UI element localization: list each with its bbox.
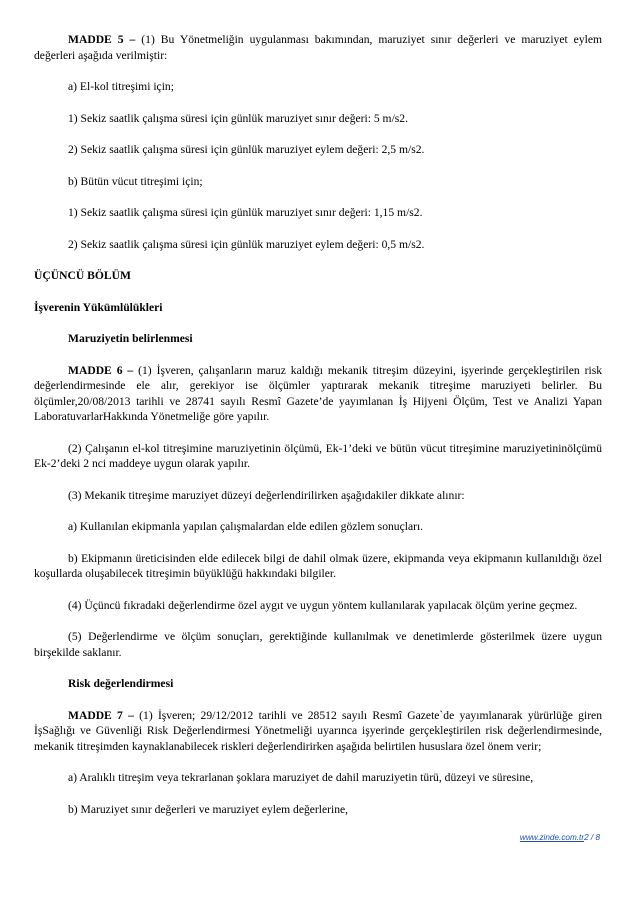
paragraph: (4) Üçüncü fıkradaki değerlendirme özel aygıt ve uygun yöntem kullanılarak yapılacak ölçüm yerine geçmez. [68,598,578,612]
paragraph: (2) Çalışanın el-kol titreşimine maruziyetinin ölçümü, Ek-1’deki ve bütün vücut titreşimine maruziyetininölçümü Ek-2’deki 2 nci maddeye uygun olarak yapılır. [34,441,602,470]
page-footer [0,833,600,842]
section-subheading: İşverenin Yükümlülükleri [34,300,163,314]
list-item: 2) Sekiz saatlik çalışma süresi için günlük maruziyet eylem değeri: 0,5 m/s2. [68,237,425,251]
list-item: 2) Sekiz saatlik çalışma süresi için günlük maruziyet eylem değeri: 2,5 m/s2. [68,143,425,156]
paragraph: (5) Değerlendirme ve ölçüm sonuçları, gerektiğinde kullanılmak ve denetimlerde gösterilmek üzere uygun birşekilde saklanır. [34,630,602,659]
article-7-paragraph [34,708,602,755]
list-item: 1) Sekiz saatlik çalışma süresi için günlük maruziyet sınır değeri: 5 m/s2. [68,111,409,125]
list-item: a) Aralıklı titreşim veya tekrarlanan şoklara maruziyet de dahil maruziyetin türü, düzeyi ve süresine, [68,771,534,784]
list-item: 1) Sekiz saatlik çalışma süresi için günlük maruziyet sınır değeri: 1,15 m/s2. [68,206,423,219]
paragraph: (3) Mekanik titreşime maruziyet düzeyi değerlendirilirken aşağıdakiler dikkate alınır: [68,488,465,502]
article-label: MADDE 6 – [68,363,134,377]
article-5-paragraph [34,32,602,63]
list-item: b) Bütün vücut titreşimi için; [68,174,203,188]
paragraph-text: (1) İşveren; 29/12/2012 tarihli ve 28512 sayılı Resmî Gazete`de yayımlanarak yürürlüğe giren İşSağlığı ve Güvenliği Risk Değerlendirmesi Yönetmeliği uyarınca işyerinde gerçekleştirilen risk değerlendirmesinde, mekanik titreşimden kaynaklanabilecek riskleri değerlendirirken aşağıda belirtilen hususlara özel önem verir; [34,708,602,753]
list-item: a) El-kol titreşimi için; [68,80,174,93]
section-heading: ÜÇÜNCÜ BÖLÜM [34,269,131,282]
article-label: MADDE 7 – [68,708,134,722]
page-number: 2 / 8 [584,833,600,842]
article-heading: Maruziyetin belirlenmesi [68,332,193,345]
website-link[interactable]: www.zinde.com.tr [519,833,585,842]
list-item: a) Kullanılan ekipmanla yapılan çalışmalardan elde edilen gözlem sonuçları. [68,520,424,533]
article-label: MADDE 5 – [68,33,136,46]
paragraph-text: (1) Bu Yönetmeliğin uygulanması bakımından, maruziyet sınır değerleri ve maruziyet eylem değerleri aşağıda verilmiştir: [34,33,603,62]
paragraph-text: (1) İşveren, çalışanların maruz kaldığı mekanik titreşim düzeyini, işyerinde gerçekleştirilen risk değerlendirmesinde ele alır, gerekiyor ise ölçümler yaptırarak mekanik titreşime maruziyeti belirler. Bu ölçümler,20/08/2013 tarihli ve 28741 sayılı Resmî Gazete’de yayımlanan İş Hijyeni Ölçüm, Test ve Analizi Yapan LaboratuvarlarHakkında Yönetmeliğe göre yapılır. [34,363,603,423]
article-heading: Risk değerlendirmesi [68,677,174,690]
list-item: b) Ekipmanın üreticisinden elde edilecek bilgi de dahil olmak üzere, ekipmanda veya ekipmanın kullanıldığı özel koşullarda oluşabilecek titreşimin büyüklüğü hakkındaki bilgiler. [34,551,602,580]
article-6-paragraph [34,363,602,425]
list-item: b) Maruziyet sınır değerleri ve maruziyet eylem değerlerine, [68,802,349,816]
document-page [34,32,602,817]
